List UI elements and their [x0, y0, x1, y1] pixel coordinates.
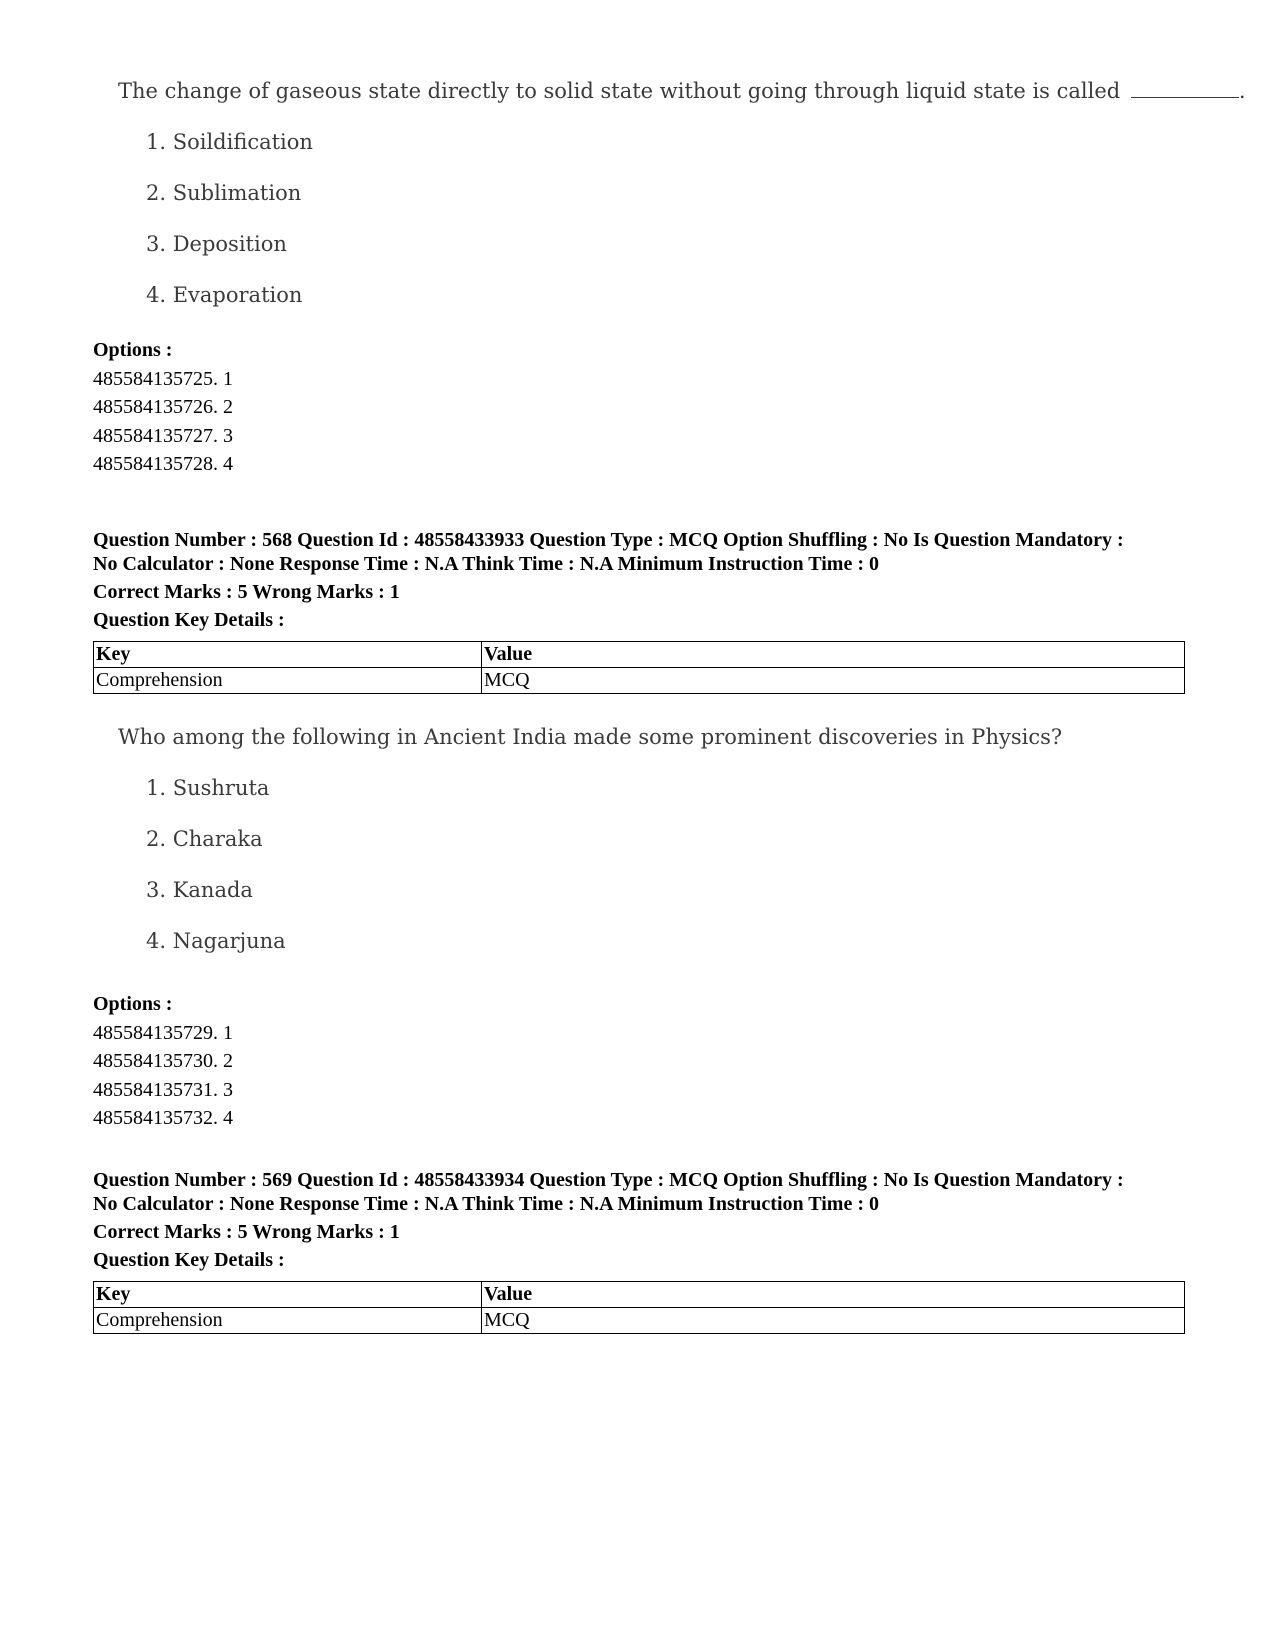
table-row: [94, 1308, 1185, 1334]
table-header-value: Value: [482, 642, 1185, 668]
marks-line: Correct Marks : 5 Wrong Marks : 1: [93, 1221, 400, 1243]
choice-item: 1. Sushruta: [146, 776, 270, 800]
choice-item: 2. Sublimation: [146, 181, 302, 205]
question-image-568: [118, 722, 1118, 956]
options-block-568: [93, 990, 1193, 1133]
choice-item: 4. Nagarjuna: [146, 929, 286, 953]
marks-line: Correct Marks : 5 Wrong Marks : 1: [93, 581, 400, 603]
question-stem: Who among the following in Ancient India made some prominent discoveries in Physics?: [118, 725, 1063, 749]
option-id-line: 485584135729. 1: [93, 1021, 233, 1044]
question-stem-text: The change of gaseous state directly to solid state without going through liquid state is called: [118, 79, 1121, 103]
meta-line-2: No Calculator : None Response Time : N.A Think Time : N.A Minimum Instruction Time : 0: [93, 1193, 879, 1215]
question-stem: [118, 76, 1246, 106]
meta-line-1: Question Number : 569 Question Id : 48558433934 Question Type : MCQ Option Shuffling : No Is Question Mandatory :: [93, 1169, 1124, 1191]
meta-line-2: No Calculator : None Response Time : N.A Think Time : N.A Minimum Instruction Time : 0: [93, 553, 879, 575]
choice-item: 1. Soildification: [146, 130, 313, 154]
key-details-table-568: [93, 641, 1185, 694]
key-details-heading: Question Key Details :: [93, 1249, 285, 1271]
table-cell-key: Comprehension: [94, 1308, 482, 1334]
table-cell-value: MCQ: [482, 1308, 1185, 1334]
table-header-key: Key: [94, 642, 482, 668]
table-row: [94, 668, 1185, 694]
key-details-heading: Question Key Details :: [93, 609, 285, 631]
choice-item: 4. Evaporation: [146, 283, 303, 307]
table-cell-key: Comprehension: [94, 668, 482, 694]
options-block-567: [93, 336, 1193, 479]
choice-item: 3. Kanada: [146, 878, 253, 902]
option-id-line: 485584135725. 1: [93, 367, 233, 390]
meta-line-1: Question Number : 568 Question Id : 48558433933 Question Type : MCQ Option Shuffling : No Is Question Mandatory :: [93, 529, 1124, 551]
answer-blank: [1131, 79, 1239, 98]
choice-item: 3. Deposition: [146, 232, 287, 256]
choice-list: [118, 127, 1118, 310]
table-cell-value: MCQ: [482, 668, 1185, 694]
table-header-value: Value: [482, 1282, 1185, 1308]
question-stem-end: .: [1238, 79, 1246, 103]
options-heading: Options :: [93, 993, 173, 1015]
option-id-line: 485584135728. 4: [93, 453, 233, 475]
option-id-line: 485584135732. 4: [93, 1107, 233, 1129]
table-header-row: [94, 642, 1185, 668]
option-id-line: 485584135727. 3: [93, 424, 233, 447]
choice-list: [118, 773, 1118, 956]
option-id-line: 485584135730. 2: [93, 1050, 233, 1072]
key-details-table-569: [93, 1281, 1185, 1334]
option-id-line: 485584135731. 3: [93, 1078, 233, 1101]
table-header-key: Key: [94, 1282, 482, 1308]
question-meta-569: [93, 1168, 1223, 1272]
question-image-567: [118, 76, 1246, 310]
table-header-row: [94, 1282, 1185, 1308]
options-heading: Options :: [93, 339, 173, 361]
question-meta-568: [93, 528, 1223, 632]
choice-item: 2. Charaka: [146, 827, 263, 851]
option-id-line: 485584135726. 2: [93, 396, 233, 418]
